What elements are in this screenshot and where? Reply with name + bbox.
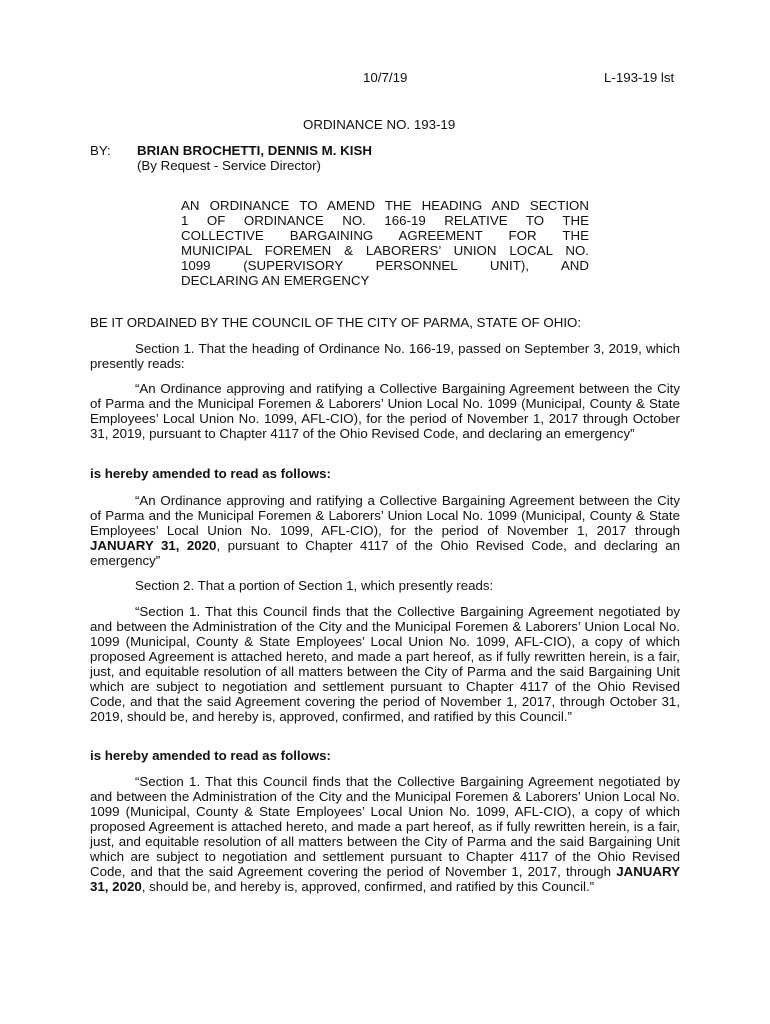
- title-line: 1099 (SUPERVISORY PERSONNEL UNIT), AND: [181, 258, 589, 273]
- amended-heading-1: is hereby amended to read as follows:: [90, 466, 331, 481]
- quote-original-heading: “An Ordinance approving and ratifying a Collective Bargaining Agreement between the City of Parma and the Municipal Foremen & Laborers’ Union Local No. 1099 (Municipal, County & State Employees’ Local Union No. 1099, AFL-CIO), for the period of November 1, 2017 through October 31, 2019, pursuant to Chapter 4117 of the Ohio Revised Code, and declaring an emergency”: [90, 381, 680, 441]
- title-line: COLLECTIVE BARGAINING AGREEMENT FOR THE: [181, 228, 589, 243]
- quote-amended-section1: [90, 774, 680, 894]
- document-date: 10/7/19: [363, 70, 408, 85]
- amended-date: JANUARY 31, 2020: [90, 864, 680, 894]
- title-line: MUNICIPAL FOREMEN & LABORERS’ UNION LOCAL NO.: [181, 243, 589, 258]
- amended-heading-2: is hereby amended to read as follows:: [90, 748, 331, 763]
- document-reference: L-193-19 lst: [604, 70, 675, 85]
- section2-intro: Section 2. That a portion of Section 1, which presently reads:: [135, 578, 494, 593]
- title-line: 1 OF ORDINANCE NO. 166-19 RELATIVE TO THE: [181, 213, 589, 228]
- amended-date: JANUARY 31, 2020: [90, 538, 217, 553]
- quote-amended-heading: [90, 493, 680, 568]
- quote-text: “An Ordinance approving and ratifying a Collective Bargaining Agreement between the City of Parma and the Municipal Foremen & Laborers’ Union Local No. 1099 (Municipal, County & State Employees’ Local Union No. 1099, AFL-CIO), for the period of November 1, 2017 through: [90, 493, 680, 538]
- quote-text: , should be, and hereby is, approved, confirmed, and ratified by this Council.”: [141, 879, 595, 894]
- request-note: (By Request - Service Director): [137, 158, 321, 173]
- title-line: DECLARING AN EMERGENCY: [181, 273, 370, 288]
- ordinance-title: [181, 198, 589, 288]
- ordinance-number: ORDINANCE NO. 193-19: [303, 117, 456, 132]
- by-label: BY:: [90, 143, 111, 158]
- quote-original-section1: “Section 1. That this Council finds that the Collective Bargaining Agreement negotiated by and between the Administration of the City and the Municipal Foremen & Laborers’ Union Local No. 1099 (Municipal, County & State Employees’ Local Union No. 1099, AFL-CIO), a copy of which proposed Agreement is attached hereto, and made a part hereof, as if fully rewritten herein, is a fair, just, and equitable resolution of all matters between the City of Parma and the said Bargaining Unit which are subject to negotiation and settlement pursuant to Chapter 4117 of the Ohio Revised Code, and that the said Agreement covering the period of November 1, 2017, through October 31, 2019, should be, and hereby is, approved, confirmed, and ratified by this Council.”: [90, 604, 680, 724]
- section1-intro: Section 1. That the heading of Ordinance No. 166-19, passed on September 3, 2019, which presently reads:: [90, 341, 680, 371]
- title-line: AN ORDINANCE TO AMEND THE HEADING AND SECTION: [181, 198, 589, 213]
- quote-text: “Section 1. That this Council finds that the Collective Bargaining Agreement negotiated by and between the Administration of the City and the Municipal Foremen & Laborers’ Union Local No. 1099 (Municipal, County & State Employees’ Local Union No. 1099, AFL-CIO), a copy of which proposed Agreement is attached hereto, and made a part hereof, as if fully rewritten herein, is a fair, just, and equitable resolution of all matters between the City of Parma and the said Bargaining Unit which are subject to negotiation and settlement pursuant to Chapter 4117 of the Ohio Revised Code, and that the said Agreement covering the period of November 1, 2017, through: [90, 774, 680, 879]
- enacting-clause: BE IT ORDAINED BY THE COUNCIL OF THE CITY OF PARMA, STATE OF OHIO:: [90, 315, 582, 330]
- quote-text: , pursuant to Chapter 4117 of the Ohio Revised Code, and declaring an emergency”: [90, 538, 680, 568]
- sponsors: BRIAN BROCHETTI, DENNIS M. KISH: [137, 143, 372, 158]
